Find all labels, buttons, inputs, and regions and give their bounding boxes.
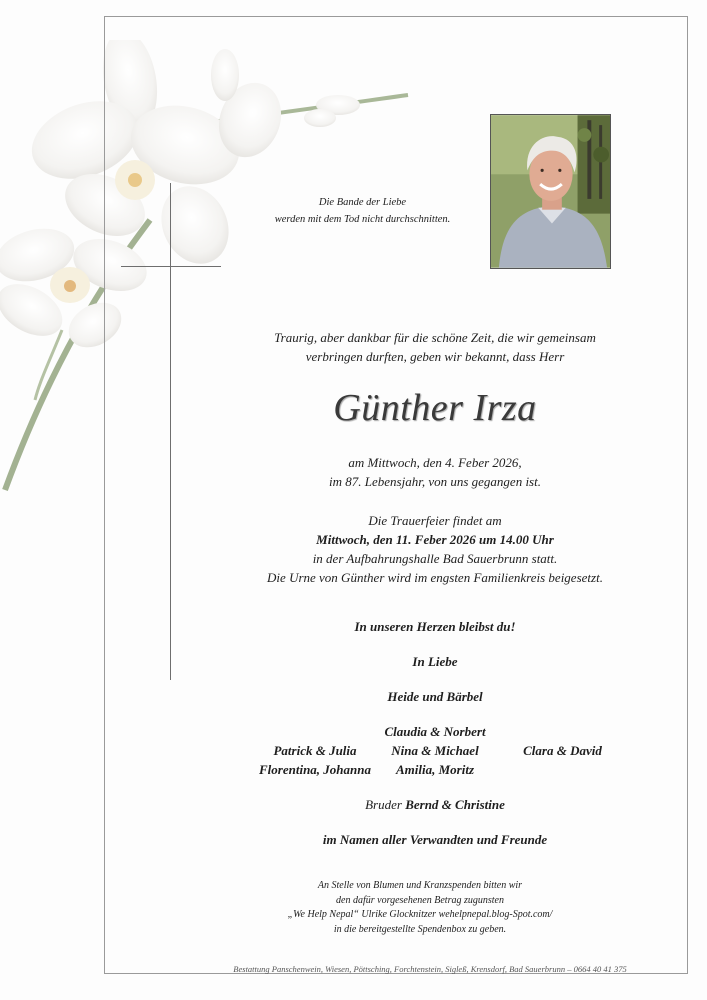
donation-line: den dafür vorgesehenen Betrag zugunsten (336, 894, 504, 906)
portrait-photo (490, 114, 611, 269)
quote-line: werden mit dem Tod nicht durchschnitten. (274, 214, 451, 225)
ceremony-date: Mittwoch, den 11. Feber 2026 um 14.00 Uhr (316, 532, 554, 547)
death-line: am Mittwoch, den 4. Feber 2026, (348, 455, 522, 470)
deceased-name: Günther Irza (333, 387, 537, 429)
family-left-group (240, 741, 390, 779)
family-member: Claudia & Norbert (384, 724, 486, 739)
brother-line (150, 795, 707, 814)
intro-line: Traurig, aber dankbar für die schöne Zeit, die wir gemeinsam (274, 330, 596, 345)
ceremony-notice (150, 511, 707, 587)
spouse-names: Heide und Bärbel (387, 689, 483, 704)
ceremony-line: Die Urne von Günther wird im engsten Familienkreis beigesetzt. (267, 570, 603, 585)
relatives-line: im Namen aller Verwandten und Freunde (322, 832, 548, 847)
in-love-line: In Liebe (412, 654, 458, 669)
brother-prefix: Bruder (365, 797, 406, 812)
donation-request (250, 879, 590, 937)
family-member: Nina & Michael (391, 743, 479, 758)
family-member: Florentina, Johanna (259, 762, 371, 777)
funeral-home-footer: Bestattung Panschenwein, Wiesen, Pöttsching, Forchtenstein, Sigleß, Krensdorf, Bad Sauerbrunn – 0664 40 41 375 (233, 964, 627, 974)
donation-line: in die bereitgestellte Spendenbox zu geben. (333, 923, 507, 935)
donation-line: „We Help Nepal“ Ulrike Glocknitzer wehelpnepal.blog-Spot.com/ (287, 909, 553, 920)
family-member: Amilia, Moritz (395, 762, 475, 777)
quote-line: Die Bande der Liebe (318, 197, 407, 208)
hearts-line: In unseren Herzen bleibst du! (354, 619, 516, 634)
cross-horizontal (121, 266, 221, 267)
family-member: Patrick & Julia (273, 743, 357, 758)
family-member: Clara & David (523, 743, 602, 758)
intro-line: verbringen durften, geben wir bekannt, dass Herr (305, 349, 565, 364)
intro-text (150, 328, 707, 366)
death-line: im 87. Lebensjahr, von uns gegangen ist. (329, 474, 541, 489)
memorial-quote (250, 194, 475, 228)
death-notice (150, 453, 707, 491)
ceremony-line: in der Aufbahrungshalle Bad Sauerbrunn statt. (312, 551, 558, 566)
brother-names: Bernd & Christine (405, 797, 505, 812)
donation-line: An Stelle von Blumen und Kranzspenden bitten wir (317, 880, 523, 891)
family-right-group (505, 741, 620, 760)
ceremony-line: Die Trauerfeier findet am (368, 513, 502, 528)
